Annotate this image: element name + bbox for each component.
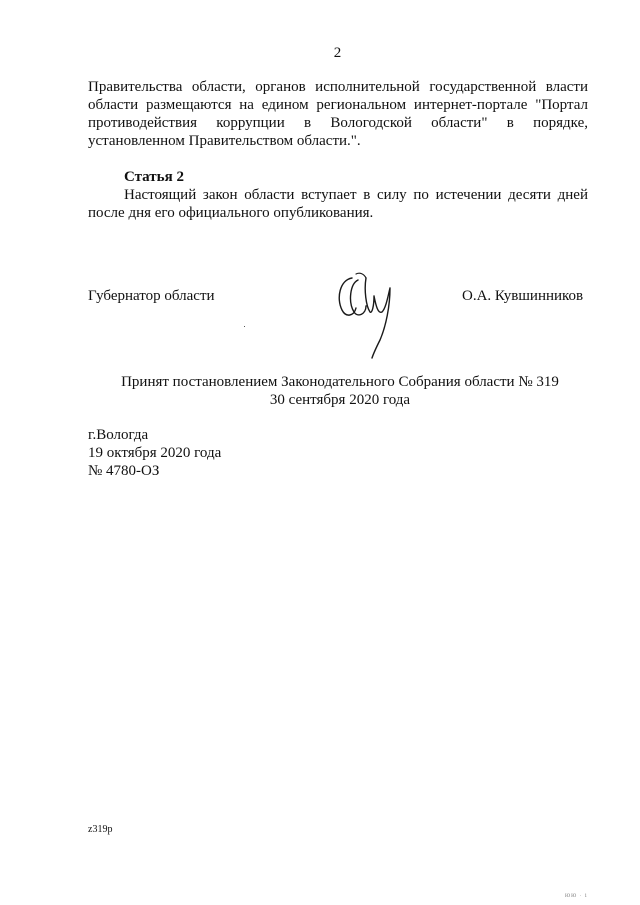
- place-date-block: [88, 426, 221, 480]
- adoption-note: [0, 373, 640, 409]
- paragraph-1: [88, 78, 588, 150]
- scan-speck: [244, 326, 245, 327]
- paragraph-1-line: области размещаются на едином региональном интернет-портале "Портал: [88, 97, 588, 113]
- adoption-line-2: 30 сентября 2020 года: [269, 392, 411, 408]
- law-date: 19 октября 2020 года: [88, 445, 222, 461]
- article-text: [88, 186, 588, 222]
- footer-code: z319р: [88, 824, 113, 835]
- paragraph-1-line: противодействия коррупции в Вологодской области" в порядке,: [88, 115, 588, 131]
- law-number: № 4780-ОЗ: [88, 463, 160, 479]
- handwritten-signature: [330, 266, 410, 361]
- governor-title: Губернатор области: [88, 288, 215, 304]
- article-heading: Статья 2: [124, 169, 184, 185]
- article-text-line: Настоящий закон области вступает в силу по истечении десяти дней: [124, 187, 588, 203]
- corner-mark: ЮЮ · 1: [565, 894, 588, 899]
- city: г.Вологда: [88, 427, 149, 443]
- adoption-line-1: Принят постановлением Законодательного Собрания области № 319: [121, 374, 559, 390]
- paragraph-1-line: установленном Правительством области.".: [88, 133, 361, 149]
- page-number: 2: [333, 45, 342, 61]
- governor-name: О.А. Кувшинников: [462, 288, 584, 304]
- article-text-line: после дня его официального опубликования.: [88, 205, 374, 221]
- paragraph-1-line: Правительства области, органов исполнительной государственной власти: [88, 79, 588, 95]
